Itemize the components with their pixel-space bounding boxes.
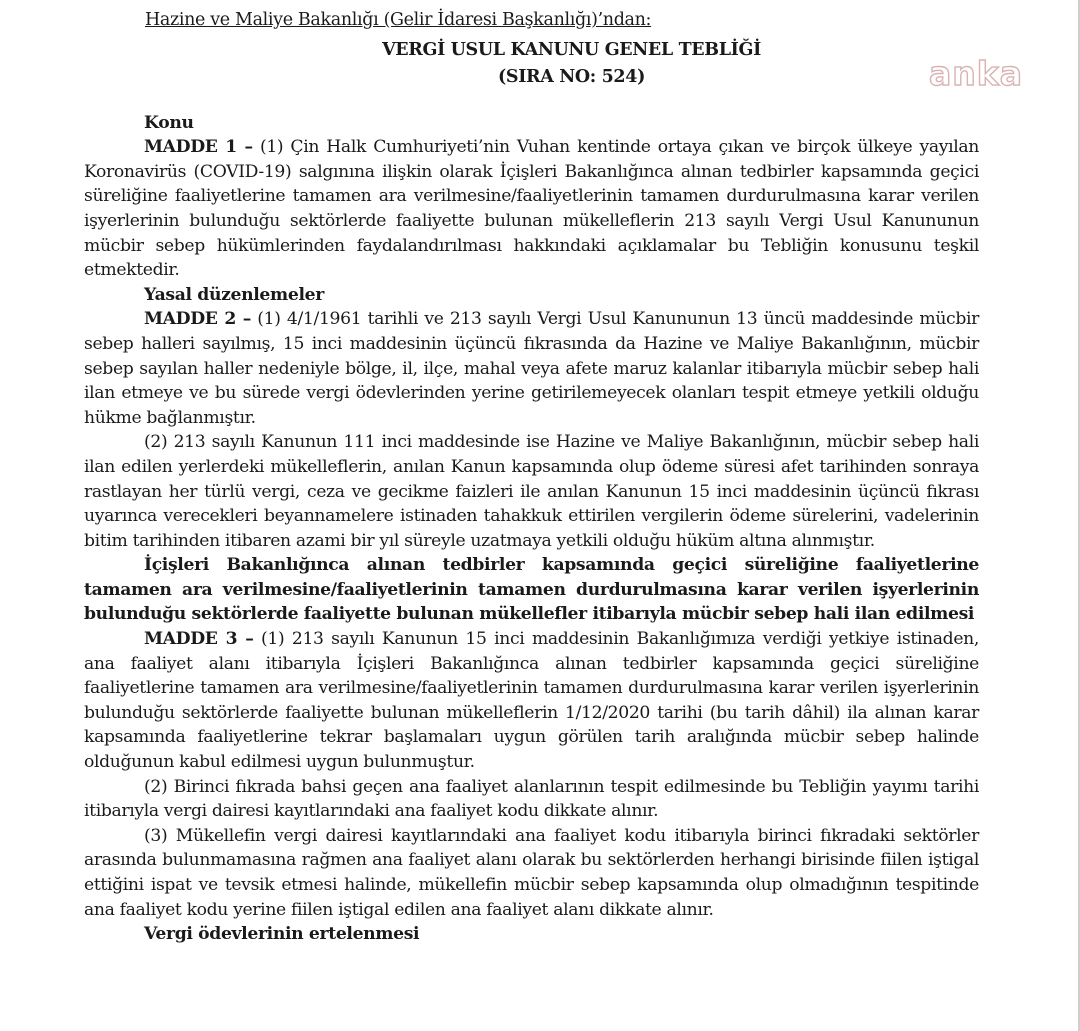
- madde-3-heading: [84, 553, 979, 627]
- madde-3-p3-text: (3) Mükellefin vergi dairesi kayıtlarındaki ana faaliyet kodu itibarıyla birinci fıkradaki sektörler arasında bulunmamasına rağmen ana faaliyet alanı olarak bu sektörlerden herhangi birisinde fiilen iştigal ettiğini ispat ve tevsik etmesi halinde, mükellefin mücbir sebep kapsamında olup olmadığının tespitinde ana faaliyet kodu yerine fiilen iştigal edilen ana faaliyet alanı dikkate alınır.: [84, 825, 979, 920]
- madde-2-label: MADDE 2 –: [144, 309, 252, 330]
- ministry-header: Hazine ve Maliye Bakanlığı (Gelir İdaresi Başkanlığı)’ndan:: [145, 10, 652, 30]
- heading-yasal: Yasal düzenlemeler: [144, 284, 324, 305]
- madde-1-text: (1) Çin Halk Cumhuriyeti’nin Vuhan kentinde ortaya çıkan ve birçok ülkeye yayılan Koronavirüs (COVID-19) salgınına ilişkin olarak İçişleri Bakanlığınca alınan tedbirler kapsamında geçici süreliğine faaliyetlerine tamamen ara verilmesine/faaliyetlerinin tamamen durdurulmasına karar verilen işyerlerinin bulunduğu sektörlerde faaliyette bulunan mükelleflerin 213 sayılı Vergi Usul Kanununun mücbir sebep hükümlerinden faydalandırılması hakkındaki açıklamalar bu Tebliğin konusunu teşkil etmektedir.: [84, 137, 979, 281]
- heading-erteleme: Vergi ödevlerinin ertelenmesi: [144, 924, 420, 945]
- madde-2-paragraph: [84, 307, 979, 430]
- document-title: VERGİ USUL KANUNU GENEL TEBLİĞİ: [382, 39, 761, 60]
- heading-konu: Konu: [144, 112, 194, 133]
- madde-2-paragraph-2: [84, 430, 979, 553]
- madde-3-text: (1) 213 sayılı Kanunun 15 inci maddesinin Bakanlığımıza verdiği yetkiye istinaden, ana faaliyet alanı itibarıyla İçişleri Bakanlığınca alınan tedbirler kapsamında geçici süreliğine faaliyetlerine tamamen ara verilmesine/faaliyetlerinin tamamen durdurulmasına karar verilen işyerlerinin bulunduğu sektörlerde faaliyette bulunan mükelleflerin 1/12/2020 tarihi (bu tarih dâhil) ila alınan karar kapsamında faaliyetlerine tekrar başlamaları uygun görülen tarih aralığında mücbir sebep halinde olduğunun kabul edilmesi uygun bulunmuştur.: [84, 629, 979, 773]
- madde-1-paragraph: [84, 135, 979, 283]
- madde-2-p2-text: (2) 213 sayılı Kanunun 111 inci maddesinde ise Hazine ve Maliye Bakanlığının, mücbir sebep hali ilan edilen yerlerdeki mükelleflerin, anılan Kanun kapsamında olup ödeme süresi afet tarihinden sonraya rastlayan her türlü vergi, ceza ve gecikme faizleri ile anılan Kanunun 15 inci maddesinin üçüncü fıkrası uyarınca verecekleri beyannamelere istinaden tahakkuk ettirilen vergilerin ödeme sürelerini, vadelerinin bitim tarihinden itibaren azami bir yıl süreyle uzatmaya yetkili olduğu hüküm altına alınmıştır.: [84, 432, 979, 551]
- madde-3-paragraph: [84, 627, 979, 775]
- madde-3-label: MADDE 3 –: [144, 629, 254, 650]
- madde-3-paragraph-3: [84, 824, 979, 922]
- madde-3-heading-text: İçişleri Bakanlığınca alınan tedbirler kapsamında geçici süreliğine faaliyetlerine tamamen ara verilmesine/faaliyetlerinin tamamen durdurulmasına karar verilen işyerlerinin bulunduğu sektörlerde faaliyette bulunan mükellefler itibarıyla mücbir sebep hali ilan edilmesi: [84, 555, 979, 625]
- sira-number: (SIRA NO: 524): [497, 66, 646, 87]
- madde-1-label: MADDE 1 –: [144, 137, 253, 158]
- madde-3-p2-text: (2) Birinci fıkrada bahsi geçen ana faaliyet alanlarının tespit edilmesinde bu Tebliğin yayımı tarihi itibarıyla vergi dairesi kayıtlarındaki ana faaliyet kodu dikkate alınır.: [84, 776, 979, 822]
- madde-2-text: (1) 4/1/1961 tarihli ve 213 sayılı Vergi Usul Kanununun 13 üncü maddesinde mücbir sebep halleri sayılmış, 15 inci maddesinin üçüncü fıkrasında da Hazine ve Maliye Bakanlığının, mücbir sebep sayılan haller nedeniyle bölge, il, ilçe, mahal veya afete maruz kalanlar itibarıyla mücbir sebep hali ilan etmeye ve bu sürede vergi ödevlerinden yerine getirilemeyecek olanları tespit etmeye yetkili olduğu hükme bağlanmıştır.: [84, 309, 979, 428]
- madde-3-paragraph-2: [84, 775, 979, 824]
- anka-watermark-logo: anka: [929, 54, 1023, 93]
- document-page: [84, 8, 979, 947]
